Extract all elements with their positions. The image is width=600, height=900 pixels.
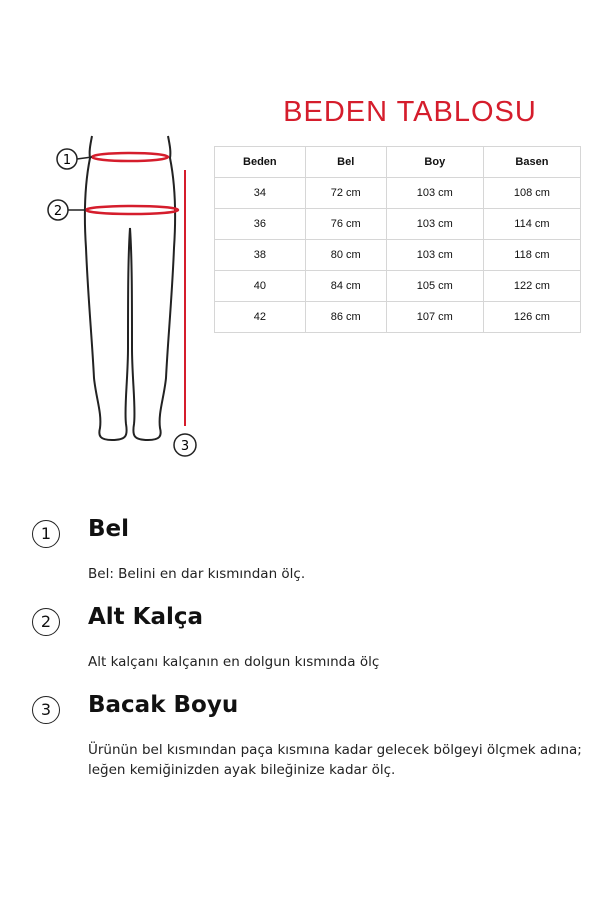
table-row (215, 178, 581, 209)
marker-1: 1 (62, 153, 72, 168)
number-1-icon: 1 (32, 520, 60, 548)
table-cell: 114 cm (483, 209, 580, 240)
table-cell: 40 (215, 271, 306, 302)
legend-title: Bel (88, 516, 130, 542)
table-cell: 118 cm (483, 240, 580, 271)
table-cell: 86 cm (305, 302, 386, 333)
table-cell: 84 cm (305, 271, 386, 302)
table-row (215, 240, 581, 271)
table-cell: 80 cm (305, 240, 386, 271)
table-cell: 107 cm (386, 302, 483, 333)
table-cell: 72 cm (305, 178, 386, 209)
table-cell: 38 (215, 240, 306, 271)
table-row (215, 271, 581, 302)
table-cell: 126 cm (483, 302, 580, 333)
leggings-figure (40, 128, 210, 468)
number-3-icon: 3 (32, 696, 60, 724)
table-cell: 108 cm (483, 178, 580, 209)
header-bel: Bel (305, 147, 386, 178)
number-2-icon: 2 (32, 608, 60, 636)
legend-description: Ürünün bel kısmından paça kısmına kadar gelecek bölgeyi ölçmek adına; leğen kemiğinizden ayak bileğinize kadar ölç. (88, 742, 582, 778)
table-cell: 103 cm (386, 240, 483, 271)
header-beden: Beden (215, 147, 306, 178)
legend-title: Bacak Boyu (88, 692, 239, 718)
table-cell: 103 cm (386, 209, 483, 240)
table-cell: 76 cm (305, 209, 386, 240)
header-basen: Basen (483, 147, 580, 178)
table-cell: 105 cm (386, 271, 483, 302)
legend-title: Alt Kalça (88, 604, 204, 630)
leggings-outline-icon (40, 128, 210, 468)
header-boy: Boy (386, 147, 483, 178)
table-cell: 122 cm (483, 271, 580, 302)
marker-3: 3 (180, 439, 190, 454)
page-title: BEDEN TABLOSU (283, 96, 537, 128)
table-cell: 34 (215, 178, 306, 209)
marker-2: 2 (53, 204, 63, 219)
table-row (215, 209, 581, 240)
legend-description: Bel: Belini en dar kısmından ölç. (88, 566, 306, 582)
legend-description: Alt kalçanı kalçanın en dolgun kısmında ölç (88, 654, 380, 670)
table-header-row (215, 147, 581, 178)
size-table (214, 146, 581, 333)
table-cell: 42 (215, 302, 306, 333)
table-row (215, 302, 581, 333)
table-cell: 36 (215, 209, 306, 240)
table-cell: 103 cm (386, 178, 483, 209)
